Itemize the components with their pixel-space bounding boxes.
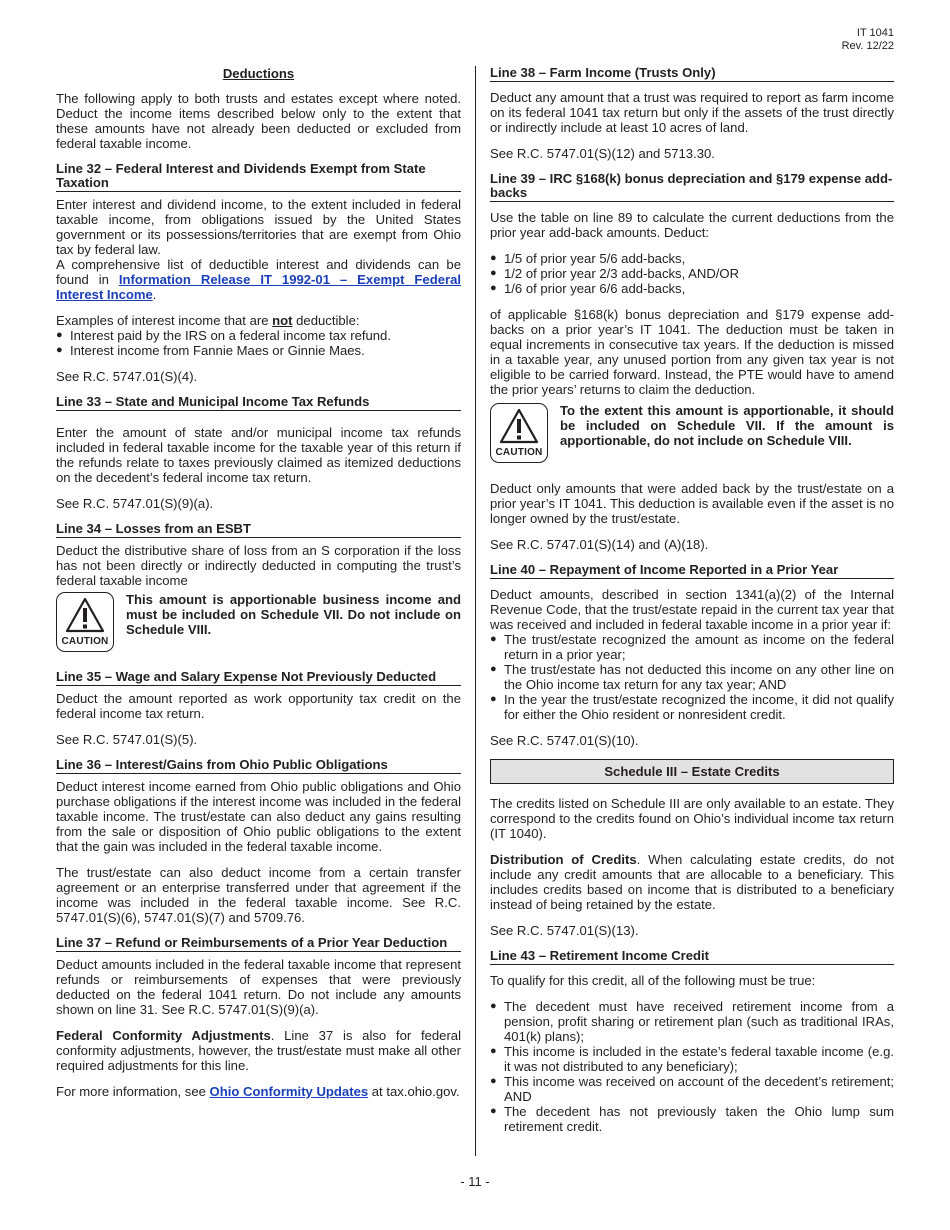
line32-text: Enter interest and dividend income, to the extent included in federal taxable income, from obligations issued by the United States government or its possessions/territories that are exempt from Ohio tax by federal law. bbox=[56, 197, 461, 257]
line32-bullets bbox=[56, 328, 461, 358]
line37-more-info bbox=[56, 1084, 461, 1099]
line35-heading: Line 35 – Wage and Salary Expense Not Previously Deducted bbox=[56, 670, 461, 686]
line39-bullets bbox=[490, 251, 894, 296]
line39-see: See R.C. 5747.01(S)(14) and (A)(18). bbox=[490, 537, 709, 552]
line34-text: Deduct the distributive share of loss from an S corporation if the loss has not been directly or indirectly deducted in computing the trust’s federal taxable income bbox=[56, 543, 461, 588]
line40-text: Deduct amounts, described in section 1341(a)(2) of the Internal Revenue Code, that the trust/estate repaid in the current tax year that was received and included in federal taxable income in a prior year if: bbox=[490, 587, 894, 632]
form-number: IT 1041 bbox=[856, 27, 894, 39]
distribution-label: Distribution of Credits bbox=[490, 852, 637, 867]
list-item: ● Interest income from Fannie Maes or Ginnie Maes. bbox=[56, 343, 461, 358]
more-info-pre: For more information, see bbox=[56, 1084, 210, 1099]
line37-heading: Line 37 – Refund or Reimbursements of a Prior Year Deduction bbox=[56, 936, 461, 952]
line39-text-3: Deduct only amounts that were added back by the trust/estate on a prior year’s IT 1041. This deduction is available even if the asset is no longer owned by the trust/estate. bbox=[490, 481, 894, 526]
caution-icon bbox=[499, 408, 539, 444]
list-item: ● 1/2 of prior year 2/3 add-backs, AND/OR bbox=[490, 266, 894, 281]
line32-examples bbox=[56, 313, 461, 328]
line32-examples-pre: Examples of interest income that are bbox=[56, 313, 273, 328]
list-item: ● 1/6 of prior year 6/6 add-backs, bbox=[490, 281, 894, 296]
schedule3-title: Schedule III – Estate Credits bbox=[490, 759, 894, 784]
line36-text: Deduct interest income earned from Ohio public obligations and Ohio purchase obligations if the interest income was included in the federal taxable income. The trust/estate can also deduct any gains resulting from the sale or disposition of Ohio public obligations to the extent that the gain was included in the federal taxable income. bbox=[56, 779, 461, 854]
line32-heading: Line 32 – Federal Interest and Dividends Exempt from State Taxation bbox=[56, 162, 461, 192]
line38-heading: Line 38 – Farm Income (Trusts Only) bbox=[490, 66, 894, 82]
schedule3-text: The credits listed on Schedule III are only available to an estate. They correspond to the credits found on Ohio’s individual income tax return (IT 1040). bbox=[490, 796, 894, 841]
line37-conformity bbox=[56, 1028, 461, 1073]
line32-info-pre: A comprehensive list of deductible interest and dividends can be found in bbox=[56, 257, 461, 287]
line34-heading: Line 34 – Losses from an ESBT bbox=[56, 522, 461, 538]
list-item: ● 1/5 of prior year 5/6 add-backs, bbox=[490, 251, 894, 266]
line38-see: See R.C. 5747.01(S)(12) and 5713.30. bbox=[490, 146, 715, 161]
line39-text: Use the table on line 89 to calculate the current deductions from the prior year add-back amounts. Deduct: bbox=[490, 210, 894, 240]
form-identifier bbox=[842, 27, 894, 53]
page-number: - 11 - bbox=[460, 1174, 490, 1189]
line35-text: Deduct the amount reported as work opportunity tax credit on the federal income tax return. bbox=[56, 691, 461, 721]
list-item: ● This income was received on account of the decedent’s retirement; AND bbox=[490, 1074, 894, 1104]
caution-badge bbox=[56, 592, 114, 652]
list-item: ● The trust/estate recognized the amount as income on the federal return in a prior year; bbox=[490, 632, 894, 662]
list-item: ● The decedent has not previously taken the Ohio lump sum retirement credit. bbox=[490, 1104, 894, 1134]
more-info-post: at tax.ohio.gov. bbox=[368, 1084, 460, 1099]
caution-text: This amount is apportionable business income and must be included on Schedule VII. Do not include on Schedule VIII. bbox=[126, 592, 461, 637]
line43-heading: Line 43 – Retirement Income Credit bbox=[490, 949, 894, 965]
fca-text: . Line 37 is also for federal conformity adjustments, however, the trust/estate must make all other required adjustments for this line. bbox=[56, 1028, 462, 1073]
list-item: ● In the year the trust/estate recognized the income, it did not qualify for either the Ohio resident or nonresident credit. bbox=[490, 692, 894, 722]
line35-see: See R.C. 5747.01(S)(5). bbox=[56, 732, 198, 747]
fca-label: Federal Conformity Adjustments bbox=[56, 1028, 271, 1043]
list-item: ● The decedent must have received retirement income from a pension, profit sharing or retirement plan (such as traditional IRAs, 401(k) plans); bbox=[490, 999, 894, 1044]
caution-label: CAUTION bbox=[495, 447, 543, 458]
line40-see: See R.C. 5747.01(S)(10). bbox=[490, 733, 639, 748]
caution-label: CAUTION bbox=[61, 636, 109, 647]
deductions-intro: The following apply to both trusts and estates except where noted. Deduct the income items described below only to the extent that these amounts have not already been deducted or excluded from federal taxable income. bbox=[56, 91, 461, 151]
column-divider bbox=[475, 66, 476, 1156]
distribution-text: . When calculating estate credits, do not include any credit amounts that are allocable to a beneficiary. This includes credits based on income that is distributed to a beneficiary instead of being retained by the estate. bbox=[490, 852, 894, 912]
line33-heading: Line 33 – State and Municipal Income Tax Refunds bbox=[56, 395, 461, 411]
line43-bullets bbox=[490, 999, 894, 1134]
schedule3-distribution bbox=[490, 852, 894, 912]
line39-heading: Line 39 – IRC §168(k) bonus depreciation and §179 expense add-backs bbox=[490, 171, 893, 200]
line36-heading: Line 36 – Interest/Gains from Ohio Public Obligations bbox=[56, 758, 461, 774]
list-item: ● Interest paid by the IRS on a federal income tax refund. bbox=[56, 328, 461, 343]
deductions-title: Deductions bbox=[222, 66, 295, 81]
line39-caution bbox=[490, 403, 894, 463]
line32-see: See R.C. 5747.01(S)(4). bbox=[56, 369, 198, 384]
line43-text: To qualify for this credit, all of the following must be true: bbox=[490, 973, 816, 988]
line39-text-2: of applicable §168(k) bonus depreciation and §179 expense add-backs on a prior year’s IT 1041. The deduction must be taken in equal increments in consecutive tax years. If the deduction is missed in a taxable year, any unused portion from any given tax year is not eligible to be carried forward. Instead, the PTE would have to amend the prior years’ returns to claim the deduction. bbox=[490, 307, 894, 397]
right-column bbox=[490, 66, 894, 1145]
info-release-link[interactable]: Information Release IT 1992-01 – Exempt Federal Interest Income bbox=[56, 272, 462, 302]
line40-bullets bbox=[490, 632, 894, 722]
line32-info-release bbox=[56, 257, 461, 302]
line40-heading: Line 40 – Repayment of Income Reported in a Prior Year bbox=[490, 563, 894, 579]
caution-icon bbox=[65, 597, 105, 633]
line37-text: Deduct amounts included in the federal taxable income that represent refunds or reimbursements of expenses that were previously deducted on the federal 1041 return. Do not include any amounts shown on line 31. See R.C. 5747.01(S)(9)(a). bbox=[56, 957, 461, 1017]
line36-text-2: The trust/estate can also deduct income from a certain transfer agreement or an enterprise transferred under that agreement if the income was included in the federal taxable income. See R.C. 5747.01(S)(6), 5747.01(S)(7) and 5709.76. bbox=[56, 865, 461, 925]
left-column bbox=[56, 66, 461, 1110]
line38-text: Deduct any amount that a trust was required to report as farm income on its federal 1041 tax return but only if the assets of the trust directly or indirectly include at least 10 acres of land. bbox=[490, 90, 894, 135]
line33-text: Enter the amount of state and/or municipal income tax refunds included in federal taxable income for the taxable year of this return if the refunds relate to taxes previously claimed as itemized deductions on the decedent’s federal income tax return. bbox=[56, 425, 461, 485]
line32-info-post: . bbox=[152, 287, 157, 302]
line32-examples-not: not bbox=[272, 313, 293, 328]
line32-examples-post: deductible: bbox=[292, 313, 360, 328]
list-item: ● The trust/estate has not deducted this income on any other line on the Ohio income tax return for any tax year; AND bbox=[490, 662, 894, 692]
caution-text: To the extent this amount is apportionable, it should be included on Schedule VII. If the amount is apportionable, do not include on Schedule VIII. bbox=[560, 403, 894, 448]
line33-see: See R.C. 5747.01(S)(9)(a). bbox=[56, 496, 214, 511]
ohio-conformity-link[interactable]: Ohio Conformity Updates bbox=[209, 1084, 369, 1099]
schedule3-see: See R.C. 5747.01(S)(13). bbox=[490, 923, 639, 938]
form-revision: Rev. 12/22 bbox=[841, 40, 894, 52]
line34-caution bbox=[56, 592, 461, 652]
caution-badge bbox=[490, 403, 548, 463]
list-item: ● This income is included in the estate’s federal taxable income (e.g. it was not distributed to any beneficiary); bbox=[490, 1044, 894, 1074]
